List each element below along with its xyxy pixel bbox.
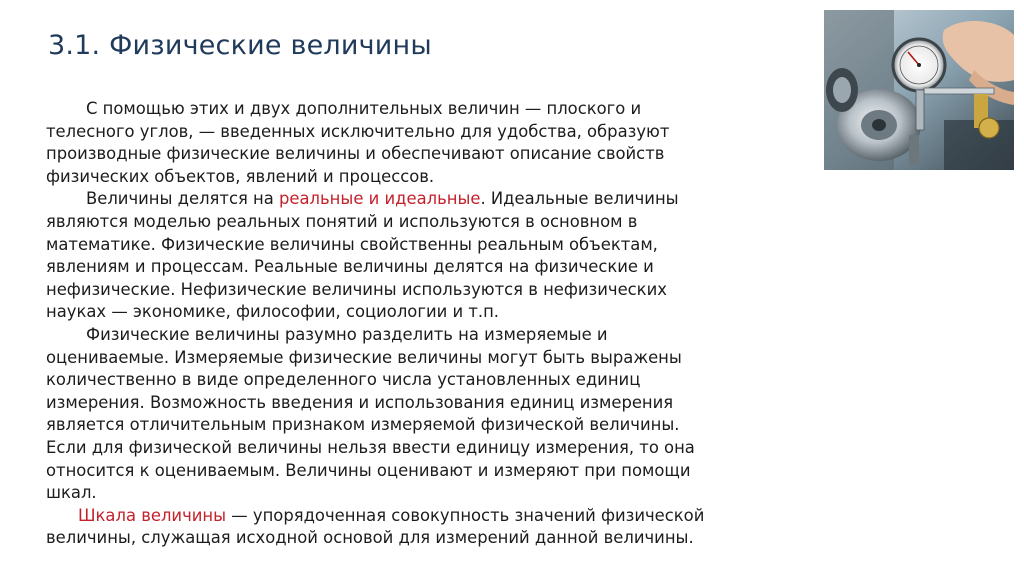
text-segment: Величины делятся на bbox=[86, 189, 280, 209]
text-segment: — упорядоченная совокупность значений физической bbox=[226, 505, 705, 525]
text-line: науках — экономике, философии, социологии и т.п. bbox=[46, 302, 500, 322]
page-title: 3.1. Физические величины bbox=[48, 30, 432, 61]
text-line: величины, служащая исходной основой для измерений данной величины. bbox=[46, 528, 694, 548]
highlighted-term: Шкала величины bbox=[78, 505, 227, 525]
text-line: оцениваемые. Измеряемые физические величины могут быть выражены bbox=[46, 347, 682, 367]
text-line: Физические величины разумно разделить на измеряемые и bbox=[86, 324, 608, 344]
text-line bbox=[46, 188, 866, 211]
body-text bbox=[46, 98, 866, 550]
highlighted-term: реальные и идеальные bbox=[279, 189, 481, 209]
text-line: нефизические. Нефизические величины используются в нефизических bbox=[46, 279, 667, 299]
text-line: шкал. bbox=[46, 483, 97, 503]
text-line: количественно в виде определенного числа установленных единиц bbox=[46, 370, 641, 390]
text-line: является отличительным признаком измеряемой физической величины. bbox=[46, 415, 680, 435]
text-line: явлениям и процессам. Реальные величины делятся на физические и bbox=[46, 257, 654, 277]
text-line: С помощью этих и двух дополнительных величин — плоского и bbox=[86, 99, 642, 118]
text-line: телесного углов, — введенных исключительно для удобства, образуют bbox=[46, 121, 670, 141]
text-line: являются моделью реальных понятий и используются в основном в bbox=[46, 211, 638, 231]
text-line: Если для физической величины нельзя ввести единицу измерения, то она bbox=[46, 437, 695, 457]
text-segment: . Идеальные величины bbox=[480, 189, 679, 209]
text-line: математике. Физические величины свойственны реальным объектам, bbox=[46, 234, 658, 254]
text-line: физических объектов, явлений и процессов. bbox=[46, 166, 435, 186]
text-line: производные физические величины и обеспечивают описание свойств bbox=[46, 144, 665, 164]
text-line: измерения. Возможность введения и использования единиц измерения bbox=[46, 392, 674, 412]
text-line bbox=[46, 505, 866, 528]
text-line: относится к оцениваемым. Величины оценивают и измеряют при помощи bbox=[46, 460, 691, 480]
